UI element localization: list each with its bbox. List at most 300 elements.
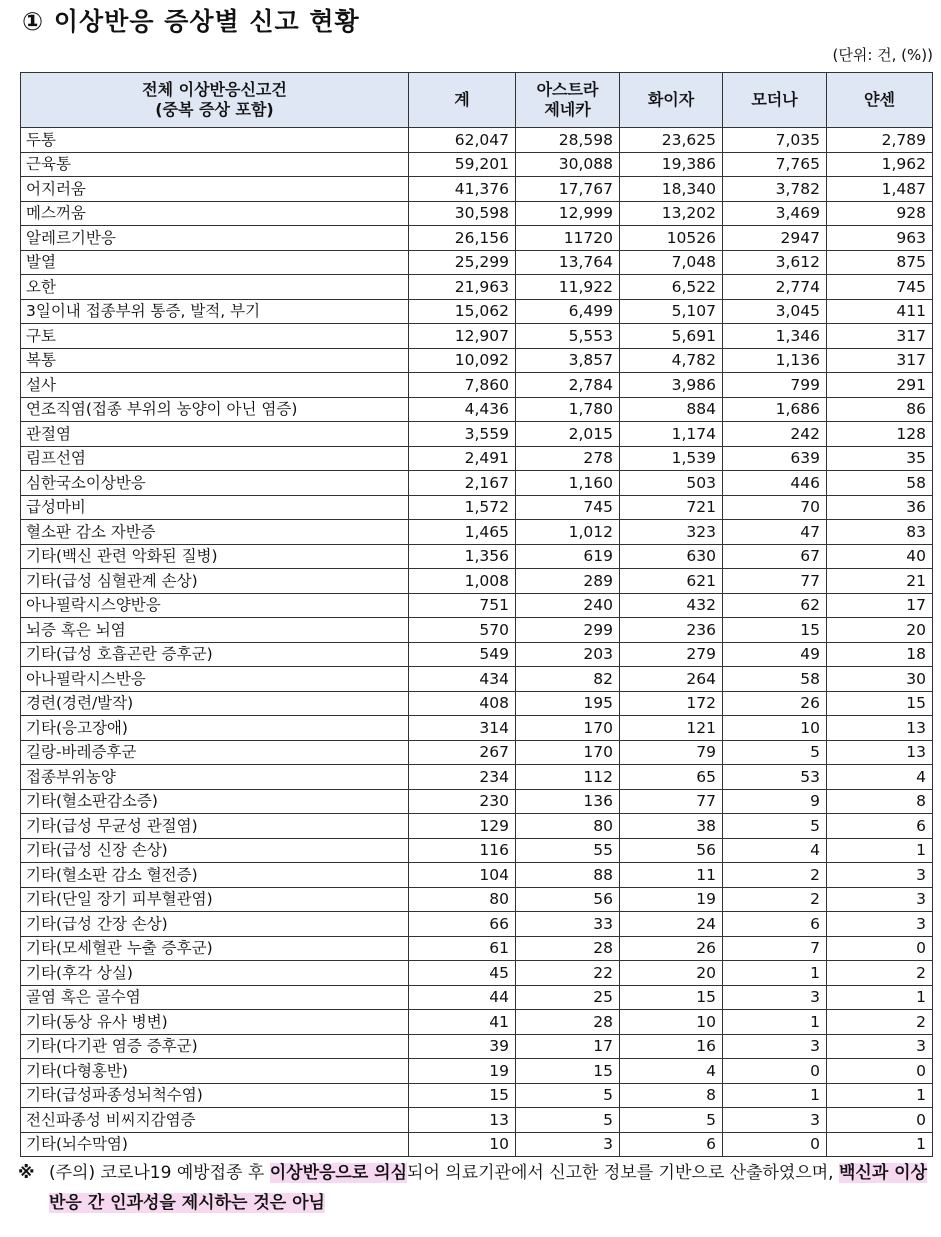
cell-moderna: 15 (723, 618, 827, 643)
cell-symptom: 오한 (21, 275, 409, 300)
cell-janssen: 3 (827, 887, 933, 912)
note-bold-1: 이상반응으로 의심 (269, 1163, 408, 1183)
cell-total: 10 (409, 1132, 516, 1157)
table-row (21, 912, 933, 937)
table-row (21, 1083, 933, 1108)
cell-total: 59,201 (409, 152, 516, 177)
cell-symptom: 아나필락시스반응 (21, 667, 409, 692)
cell-symptom: 기타(급성 신장 손상) (21, 838, 409, 863)
cell-pfizer: 16 (620, 1034, 723, 1059)
cell-moderna: 7,765 (723, 152, 827, 177)
cell-astrazeneca: 745 (516, 495, 620, 520)
cell-pfizer: 10 (620, 1010, 723, 1035)
cell-janssen: 6 (827, 814, 933, 839)
cell-symptom: 구토 (21, 324, 409, 349)
cell-symptom: 기타(급성 심혈관계 손상) (21, 569, 409, 594)
cell-janssen: 58 (827, 471, 933, 496)
cell-moderna: 77 (723, 569, 827, 594)
table-row (21, 1034, 933, 1059)
cell-moderna: 1 (723, 961, 827, 986)
cell-total: 12,907 (409, 324, 516, 349)
cell-astrazeneca: 112 (516, 765, 620, 790)
cell-astrazeneca: 12,999 (516, 201, 620, 226)
cell-total: 21,963 (409, 275, 516, 300)
table-row (21, 544, 933, 569)
cell-symptom: 기타(혈소판 감소 혈전증) (21, 863, 409, 888)
cell-astrazeneca: 2,015 (516, 422, 620, 447)
cell-pfizer: 15 (620, 985, 723, 1010)
cell-astrazeneca: 15 (516, 1059, 620, 1084)
cell-astrazeneca: 136 (516, 789, 620, 814)
table-row (21, 495, 933, 520)
cell-janssen: 86 (827, 397, 933, 422)
table-row (21, 226, 933, 251)
cell-symptom: 어지러움 (21, 177, 409, 202)
table-row (21, 667, 933, 692)
cell-total: 549 (409, 642, 516, 667)
cell-janssen: 18 (827, 642, 933, 667)
cell-astrazeneca: 55 (516, 838, 620, 863)
cell-janssen: 17 (827, 593, 933, 618)
cell-pfizer: 264 (620, 667, 723, 692)
cell-symptom: 기타(급성파종성뇌척수염) (21, 1083, 409, 1108)
cell-symptom: 관절염 (21, 422, 409, 447)
table-row (21, 838, 933, 863)
cell-astrazeneca: 3 (516, 1132, 620, 1157)
cell-symptom: 기타(백신 관련 악화된 질병) (21, 544, 409, 569)
header-astrazeneca-line2: 제네카 (544, 100, 591, 119)
table-row (21, 936, 933, 961)
cell-symptom: 메스꺼움 (21, 201, 409, 226)
cell-pfizer: 19,386 (620, 152, 723, 177)
cell-astrazeneca: 203 (516, 642, 620, 667)
table-row (21, 691, 933, 716)
cell-symptom: 급성마비 (21, 495, 409, 520)
cell-symptom: 설사 (21, 373, 409, 398)
cell-total: 570 (409, 618, 516, 643)
cell-janssen: 875 (827, 250, 933, 275)
cell-symptom: 혈소판 감소 자반증 (21, 520, 409, 545)
cell-astrazeneca: 1,780 (516, 397, 620, 422)
cell-moderna: 1 (723, 1083, 827, 1108)
cell-moderna: 3,045 (723, 299, 827, 324)
cell-pfizer: 1,539 (620, 446, 723, 471)
cell-astrazeneca: 1,160 (516, 471, 620, 496)
cell-pfizer: 630 (620, 544, 723, 569)
cell-symptom: 기타(동상 유사 병변) (21, 1010, 409, 1035)
cell-moderna: 53 (723, 765, 827, 790)
cell-astrazeneca: 28 (516, 936, 620, 961)
cell-pfizer: 65 (620, 765, 723, 790)
cell-astrazeneca: 5,553 (516, 324, 620, 349)
cell-janssen: 3 (827, 863, 933, 888)
cell-janssen: 3 (827, 912, 933, 937)
cell-symptom: 기타(후각 상실) (21, 961, 409, 986)
cell-total: 19 (409, 1059, 516, 1084)
cell-janssen: 1,487 (827, 177, 933, 202)
cell-moderna: 7 (723, 936, 827, 961)
cell-total: 1,465 (409, 520, 516, 545)
cell-astrazeneca: 33 (516, 912, 620, 937)
table-row (21, 789, 933, 814)
cell-pfizer: 5 (620, 1108, 723, 1133)
cell-symptom: 아나필락시스양반응 (21, 593, 409, 618)
cell-janssen: 317 (827, 324, 933, 349)
footnote (18, 1158, 934, 1218)
cell-astrazeneca: 13,764 (516, 250, 620, 275)
cell-symptom: 근육통 (21, 152, 409, 177)
table-header-row (21, 73, 933, 128)
cell-astrazeneca: 289 (516, 569, 620, 594)
cell-pfizer: 26 (620, 936, 723, 961)
cell-symptom: 심한국소이상반응 (21, 471, 409, 496)
cell-moderna: 242 (723, 422, 827, 447)
cell-moderna: 62 (723, 593, 827, 618)
cell-pfizer: 5,691 (620, 324, 723, 349)
cell-moderna: 7,035 (723, 128, 827, 153)
cell-astrazeneca: 3,857 (516, 348, 620, 373)
header-total: 계 (409, 73, 516, 128)
cell-pfizer: 4,782 (620, 348, 723, 373)
header-astrazeneca-line1: 아스트라 (536, 80, 599, 99)
cell-astrazeneca: 28 (516, 1010, 620, 1035)
cell-moderna: 1,686 (723, 397, 827, 422)
table-row (21, 569, 933, 594)
cell-moderna: 5 (723, 814, 827, 839)
cell-total: 314 (409, 716, 516, 741)
cell-janssen: 0 (827, 936, 933, 961)
cell-astrazeneca: 6,499 (516, 299, 620, 324)
cell-total: 30,598 (409, 201, 516, 226)
cell-symptom: 연조직염(접종 부위의 농양이 아닌 염증) (21, 397, 409, 422)
cell-total: 39 (409, 1034, 516, 1059)
cell-symptom: 두통 (21, 128, 409, 153)
cell-astrazeneca: 1,012 (516, 520, 620, 545)
cell-janssen: 40 (827, 544, 933, 569)
cell-pfizer: 884 (620, 397, 723, 422)
cell-total: 434 (409, 667, 516, 692)
cell-total: 4,436 (409, 397, 516, 422)
cell-pfizer: 121 (620, 716, 723, 741)
cell-total: 15,062 (409, 299, 516, 324)
cell-pfizer: 279 (620, 642, 723, 667)
cell-pfizer: 4 (620, 1059, 723, 1084)
cell-moderna: 5 (723, 740, 827, 765)
cell-pfizer: 24 (620, 912, 723, 937)
cell-pfizer: 19 (620, 887, 723, 912)
table-row (21, 471, 933, 496)
cell-janssen: 13 (827, 716, 933, 741)
cell-janssen: 35 (827, 446, 933, 471)
cell-symptom: 3일이내 접종부위 통증, 발적, 부기 (21, 299, 409, 324)
cell-total: 2,491 (409, 446, 516, 471)
cell-astrazeneca: 17,767 (516, 177, 620, 202)
cell-total: 25,299 (409, 250, 516, 275)
cell-pfizer: 23,625 (620, 128, 723, 153)
cell-pfizer: 3,986 (620, 373, 723, 398)
cell-total: 1,008 (409, 569, 516, 594)
cell-moderna: 2947 (723, 226, 827, 251)
cell-pfizer: 56 (620, 838, 723, 863)
cell-astrazeneca: 299 (516, 618, 620, 643)
cell-moderna: 67 (723, 544, 827, 569)
cell-pfizer: 5,107 (620, 299, 723, 324)
unit-label: (단위: 건, (%)) (832, 46, 933, 64)
cell-moderna: 2,774 (723, 275, 827, 300)
table-row (21, 740, 933, 765)
cell-janssen: 0 (827, 1059, 933, 1084)
cell-moderna: 0 (723, 1059, 827, 1084)
cell-janssen: 2 (827, 1010, 933, 1035)
cell-janssen: 928 (827, 201, 933, 226)
cell-total: 751 (409, 593, 516, 618)
table-row (21, 1059, 933, 1084)
cell-total: 3,559 (409, 422, 516, 447)
header-symptom (21, 73, 409, 128)
cell-total: 10,092 (409, 348, 516, 373)
cell-total: 26,156 (409, 226, 516, 251)
cell-total: 7,860 (409, 373, 516, 398)
cell-total: 116 (409, 838, 516, 863)
cell-pfizer: 432 (620, 593, 723, 618)
symptom-report-table (20, 72, 933, 1157)
cell-pfizer: 10526 (620, 226, 723, 251)
table-row (21, 863, 933, 888)
cell-astrazeneca: 170 (516, 740, 620, 765)
cell-astrazeneca: 17 (516, 1034, 620, 1059)
table-row (21, 1132, 933, 1157)
cell-symptom: 림프선염 (21, 446, 409, 471)
cell-symptom: 기타(급성 간장 손상) (21, 912, 409, 937)
cell-total: 1,572 (409, 495, 516, 520)
cell-symptom: 뇌증 혹은 뇌염 (21, 618, 409, 643)
cell-symptom: 복통 (21, 348, 409, 373)
cell-symptom: 알레르기반응 (21, 226, 409, 251)
cell-pfizer: 18,340 (620, 177, 723, 202)
cell-pfizer: 503 (620, 471, 723, 496)
header-pfizer: 화이자 (620, 73, 723, 128)
table-row (21, 814, 933, 839)
table-row (21, 299, 933, 324)
cell-moderna: 3 (723, 1034, 827, 1059)
table-row (21, 201, 933, 226)
cell-janssen: 83 (827, 520, 933, 545)
table-row (21, 348, 933, 373)
cell-pfizer: 323 (620, 520, 723, 545)
cell-astrazeneca: 80 (516, 814, 620, 839)
section-title: ① 이상반응 증상별 신고 현황 (22, 7, 360, 36)
cell-symptom: 기타(급성 무균성 관절염) (21, 814, 409, 839)
cell-moderna: 0 (723, 1132, 827, 1157)
table-row (21, 618, 933, 643)
table-row (21, 397, 933, 422)
cell-pfizer: 77 (620, 789, 723, 814)
cell-moderna: 9 (723, 789, 827, 814)
table-row (21, 1010, 933, 1035)
cell-janssen: 2,789 (827, 128, 933, 153)
cell-total: 15 (409, 1083, 516, 1108)
table-row (21, 887, 933, 912)
cell-pfizer: 6,522 (620, 275, 723, 300)
cell-total: 2,167 (409, 471, 516, 496)
cell-symptom: 기타(다기관 염증 증후군) (21, 1034, 409, 1059)
cell-moderna: 10 (723, 716, 827, 741)
cell-janssen: 1 (827, 1083, 933, 1108)
cell-janssen: 13 (827, 740, 933, 765)
table-row (21, 765, 933, 790)
header-symptom-line2: (중복 증상 포함) (155, 100, 274, 119)
table-row (21, 716, 933, 741)
cell-moderna: 49 (723, 642, 827, 667)
cell-symptom: 골염 혹은 골수염 (21, 985, 409, 1010)
cell-janssen: 1 (827, 838, 933, 863)
cell-janssen: 20 (827, 618, 933, 643)
cell-moderna: 47 (723, 520, 827, 545)
table-row (21, 250, 933, 275)
table-row (21, 520, 933, 545)
cell-pfizer: 8 (620, 1083, 723, 1108)
note-body (49, 1158, 934, 1218)
cell-astrazeneca: 82 (516, 667, 620, 692)
cell-astrazeneca: 88 (516, 863, 620, 888)
cell-total: 234 (409, 765, 516, 790)
cell-janssen: 411 (827, 299, 933, 324)
cell-janssen: 0 (827, 1108, 933, 1133)
cell-moderna: 446 (723, 471, 827, 496)
cell-symptom: 기타(응고장애) (21, 716, 409, 741)
cell-janssen: 4 (827, 765, 933, 790)
cell-total: 13 (409, 1108, 516, 1133)
cell-total: 62,047 (409, 128, 516, 153)
cell-janssen: 317 (827, 348, 933, 373)
cell-moderna: 3,469 (723, 201, 827, 226)
cell-janssen: 963 (827, 226, 933, 251)
cell-total: 45 (409, 961, 516, 986)
cell-astrazeneca: 22 (516, 961, 620, 986)
cell-moderna: 799 (723, 373, 827, 398)
cell-astrazeneca: 25 (516, 985, 620, 1010)
cell-moderna: 3 (723, 1108, 827, 1133)
cell-symptom: 기타(급성 호흡곤란 증후군) (21, 642, 409, 667)
cell-janssen: 1 (827, 1132, 933, 1157)
cell-total: 129 (409, 814, 516, 839)
cell-moderna: 26 (723, 691, 827, 716)
cell-symptom: 기타(단일 장기 피부혈관염) (21, 887, 409, 912)
cell-symptom: 기타(다형홍반) (21, 1059, 409, 1084)
cell-moderna: 639 (723, 446, 827, 471)
table-row (21, 446, 933, 471)
cell-symptom: 발열 (21, 250, 409, 275)
cell-janssen: 1 (827, 985, 933, 1010)
cell-astrazeneca: 5 (516, 1083, 620, 1108)
cell-symptom: 전신파종성 비씨지감염증 (21, 1108, 409, 1133)
cell-astrazeneca: 11,922 (516, 275, 620, 300)
table-body (21, 128, 933, 1157)
table-row (21, 422, 933, 447)
table-row (21, 961, 933, 986)
note-mark: ※ (18, 1163, 35, 1183)
table-row (21, 128, 933, 153)
cell-janssen: 745 (827, 275, 933, 300)
cell-janssen: 30 (827, 667, 933, 692)
cell-total: 267 (409, 740, 516, 765)
cell-total: 66 (409, 912, 516, 937)
cell-moderna: 1,136 (723, 348, 827, 373)
note-text-2: 되어 의료기관에서 신고한 정보를 기반으로 산출하였으며, (407, 1163, 839, 1183)
cell-pfizer: 7,048 (620, 250, 723, 275)
cell-pfizer: 1,174 (620, 422, 723, 447)
cell-pfizer: 172 (620, 691, 723, 716)
cell-moderna: 3,782 (723, 177, 827, 202)
header-moderna: 모더나 (723, 73, 827, 128)
cell-total: 408 (409, 691, 516, 716)
table-row (21, 324, 933, 349)
cell-janssen: 8 (827, 789, 933, 814)
cell-pfizer: 236 (620, 618, 723, 643)
cell-pfizer: 79 (620, 740, 723, 765)
header-janssen: 얀센 (827, 73, 933, 128)
cell-symptom: 경련(경련/발작) (21, 691, 409, 716)
cell-janssen: 128 (827, 422, 933, 447)
table-row (21, 373, 933, 398)
cell-astrazeneca: 56 (516, 887, 620, 912)
cell-pfizer: 38 (620, 814, 723, 839)
cell-symptom: 기타(뇌수막염) (21, 1132, 409, 1157)
note-bold-2: 백신과 이상반응 간 인과성을 제시하는 것은 아님 (49, 1163, 928, 1213)
cell-total: 41,376 (409, 177, 516, 202)
cell-pfizer: 11 (620, 863, 723, 888)
cell-janssen: 36 (827, 495, 933, 520)
cell-pfizer: 621 (620, 569, 723, 594)
cell-janssen: 291 (827, 373, 933, 398)
cell-janssen: 15 (827, 691, 933, 716)
cell-total: 1,356 (409, 544, 516, 569)
cell-astrazeneca: 30,088 (516, 152, 620, 177)
table-row (21, 152, 933, 177)
cell-pfizer: 20 (620, 961, 723, 986)
cell-astrazeneca: 619 (516, 544, 620, 569)
cell-astrazeneca: 11720 (516, 226, 620, 251)
cell-symptom: 기타(혈소판감소증) (21, 789, 409, 814)
cell-pfizer: 721 (620, 495, 723, 520)
table-row (21, 985, 933, 1010)
cell-moderna: 4 (723, 838, 827, 863)
cell-moderna: 2 (723, 887, 827, 912)
cell-symptom: 길랑-바레증후군 (21, 740, 409, 765)
cell-astrazeneca: 278 (516, 446, 620, 471)
cell-symptom: 접종부위농양 (21, 765, 409, 790)
table-row (21, 642, 933, 667)
cell-total: 44 (409, 985, 516, 1010)
cell-janssen: 21 (827, 569, 933, 594)
cell-total: 80 (409, 887, 516, 912)
header-symptom-line1: 전체 이상반응신고건 (142, 80, 287, 99)
cell-moderna: 3 (723, 985, 827, 1010)
cell-astrazeneca: 5 (516, 1108, 620, 1133)
cell-moderna: 3,612 (723, 250, 827, 275)
cell-moderna: 70 (723, 495, 827, 520)
cell-total: 104 (409, 863, 516, 888)
cell-total: 230 (409, 789, 516, 814)
header-astrazeneca (516, 73, 620, 128)
cell-symptom: 기타(모세혈관 누출 증후군) (21, 936, 409, 961)
cell-astrazeneca: 195 (516, 691, 620, 716)
cell-moderna: 58 (723, 667, 827, 692)
cell-janssen: 1,962 (827, 152, 933, 177)
table-row (21, 593, 933, 618)
cell-total: 61 (409, 936, 516, 961)
cell-astrazeneca: 240 (516, 593, 620, 618)
